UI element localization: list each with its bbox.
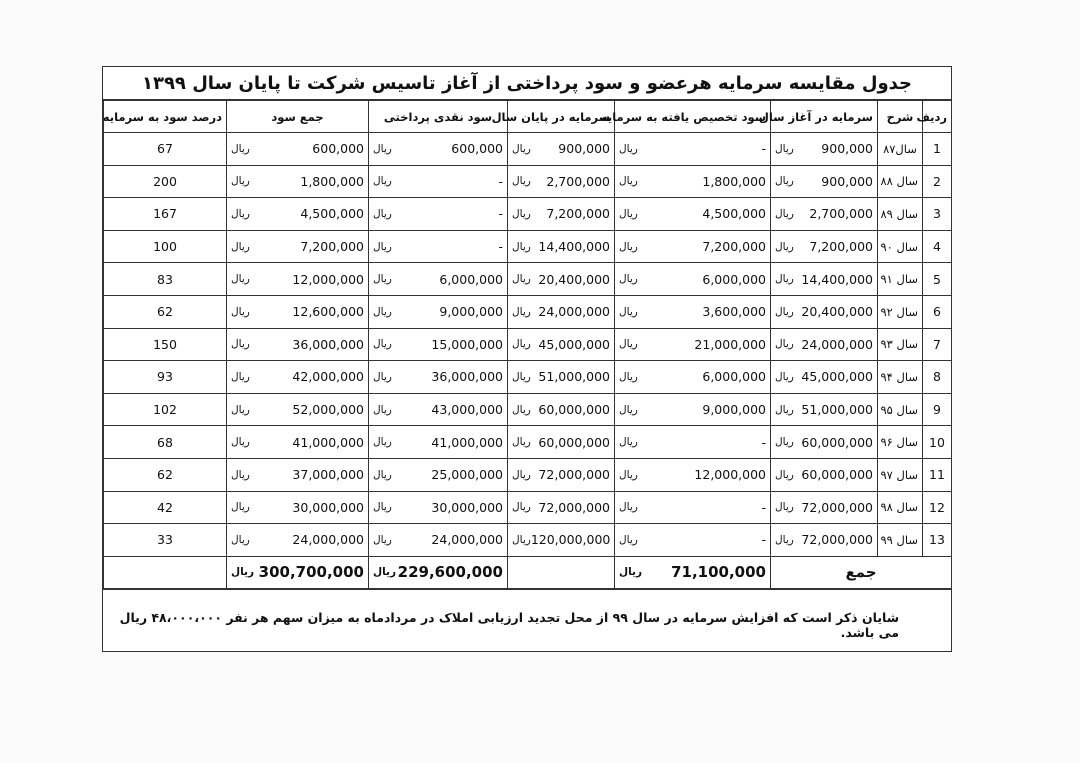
alloc-profit-value-cell xyxy=(615,133,771,166)
row-year: سال ۹۶ xyxy=(878,426,923,459)
unit-label: ریال xyxy=(775,370,794,383)
unit-label: ریال xyxy=(512,207,531,220)
cap-end-value: 60,000,000 xyxy=(538,402,610,418)
unit-label: ریال xyxy=(231,468,250,481)
cap-start-value-cell xyxy=(771,426,878,459)
cap-end-value-cell xyxy=(508,491,615,524)
unit-label: ریال xyxy=(231,142,250,155)
totals-pct-empty xyxy=(104,556,227,588)
cap-start-value: 45,000,000 xyxy=(801,369,873,385)
header-total-profit: جمع سود xyxy=(227,101,369,133)
unit-label: ریال xyxy=(775,175,794,188)
cash-profit-value: 9,000,000 xyxy=(439,304,503,320)
totals-alloc: 71,100,000 xyxy=(671,563,766,582)
cap-end-value: 14,400,000 xyxy=(538,239,610,255)
unit-label: ریال xyxy=(512,468,531,481)
cap-start-value-cell xyxy=(771,458,878,491)
cash-profit-value: - xyxy=(498,206,503,222)
cap-start-value-cell xyxy=(771,524,878,557)
total-profit-value-cell xyxy=(227,165,369,198)
cash-profit-value-cell xyxy=(369,393,508,426)
unit-label: ریال xyxy=(619,273,638,286)
row-index: 2 xyxy=(923,165,952,198)
table-row xyxy=(104,361,952,394)
unit-label: ریال xyxy=(619,436,638,449)
pct-value: 100 xyxy=(104,230,227,263)
unit-label: ریال xyxy=(231,240,250,253)
cash-profit-value: 36,000,000 xyxy=(431,369,503,385)
total-profit-value: 37,000,000 xyxy=(292,467,364,483)
header-idx: ردیف xyxy=(923,101,952,133)
unit-label: ریال xyxy=(619,370,638,383)
unit-label: ریال xyxy=(231,501,250,514)
unit-label: ریال xyxy=(775,501,794,514)
header-cash-profit: سود نقدی پرداختی xyxy=(369,101,508,133)
unit-label: ریال xyxy=(373,468,392,481)
cash-profit-value-cell xyxy=(369,165,508,198)
cash-profit-value-cell xyxy=(369,491,508,524)
unit-label: ریال xyxy=(512,370,531,383)
cap-end-value-cell xyxy=(508,393,615,426)
cap-end-value-cell xyxy=(508,426,615,459)
cap-start-value: 51,000,000 xyxy=(801,402,873,418)
cash-profit-value-cell xyxy=(369,133,508,166)
unit-label: ریال xyxy=(619,338,638,351)
total-profit-value: 600,000 xyxy=(312,141,364,157)
unit-label: ریال xyxy=(373,240,392,253)
row-year: سال ۹۱ xyxy=(878,263,923,296)
unit-label: ریال xyxy=(619,403,638,416)
alloc-profit-value: 6,000,000 xyxy=(702,369,766,385)
cap-end-value-cell xyxy=(508,328,615,361)
unit-label: ریال xyxy=(373,338,392,351)
alloc-profit-value-cell xyxy=(615,393,771,426)
unit-label: ریال xyxy=(775,468,794,481)
cap-start-value-cell xyxy=(771,295,878,328)
alloc-profit-value: 1,800,000 xyxy=(702,173,766,189)
alloc-profit-value-cell xyxy=(615,328,771,361)
cap-end-value: 20,400,000 xyxy=(538,271,610,287)
unit-label: ریال xyxy=(231,533,250,546)
row-index: 6 xyxy=(923,295,952,328)
table-row xyxy=(104,393,952,426)
alloc-profit-value: 7,200,000 xyxy=(702,239,766,255)
row-index: 12 xyxy=(923,491,952,524)
pct-value: 83 xyxy=(104,263,227,296)
row-year: سال ۹۷ xyxy=(878,458,923,491)
cap-end-value-cell xyxy=(508,198,615,231)
cash-profit-value: 600,000 xyxy=(451,141,503,157)
unit-label: ریال xyxy=(512,142,531,155)
table-row xyxy=(104,230,952,263)
cash-profit-value: 15,000,000 xyxy=(431,336,503,352)
comparison-table xyxy=(103,100,952,589)
row-year: سال۸۷ xyxy=(878,133,923,166)
cap-start-value-cell xyxy=(771,328,878,361)
totals-label: جمع xyxy=(771,556,952,588)
alloc-profit-value-cell xyxy=(615,263,771,296)
row-index: 10 xyxy=(923,426,952,459)
cap-start-value: 24,000,000 xyxy=(801,336,873,352)
cap-start-value: 900,000 xyxy=(821,173,873,189)
total-profit-value: 41,000,000 xyxy=(292,434,364,450)
row-index: 11 xyxy=(923,458,952,491)
unit-label: ریال xyxy=(512,305,531,318)
row-index: 4 xyxy=(923,230,952,263)
pct-value: 62 xyxy=(104,458,227,491)
alloc-profit-value-cell xyxy=(615,165,771,198)
row-index: 3 xyxy=(923,198,952,231)
cap-end-value-cell xyxy=(508,458,615,491)
unit-label: ریال xyxy=(619,142,638,155)
alloc-profit-value: 21,000,000 xyxy=(694,336,766,352)
table-row xyxy=(104,198,952,231)
cap-end-value: 2,700,000 xyxy=(546,173,610,189)
pct-value: 67 xyxy=(104,133,227,166)
cap-start-value: 900,000 xyxy=(821,141,873,157)
cap-start-value-cell xyxy=(771,230,878,263)
alloc-profit-value-cell xyxy=(615,426,771,459)
alloc-profit-value-cell xyxy=(615,198,771,231)
row-index: 1 xyxy=(923,133,952,166)
totals-total-cell xyxy=(227,556,369,588)
footnote: شایان ذکر است که افزایش سرمایه در سال ۹۹ از محل تجدید ارزیابی املاک در مردادماه به میزان سهم هر نفر ۴۸،۰۰۰،۰۰۰ ریال می باشد. xyxy=(103,589,951,652)
unit-label: ریال xyxy=(512,338,531,351)
unit-label: ریال xyxy=(231,566,255,579)
unit-label: ریال xyxy=(231,338,250,351)
cap-start-value: 72,000,000 xyxy=(801,499,873,515)
cap-start-value: 60,000,000 xyxy=(801,467,873,483)
cash-profit-value: - xyxy=(498,239,503,255)
table-row xyxy=(104,458,952,491)
cash-profit-value: - xyxy=(498,173,503,189)
unit-label: ریال xyxy=(775,338,794,351)
table-row xyxy=(104,165,952,198)
row-year: سال ۹۵ xyxy=(878,393,923,426)
cap-end-value: 45,000,000 xyxy=(538,336,610,352)
cap-end-value-cell xyxy=(508,165,615,198)
unit-label: ریال xyxy=(775,436,794,449)
unit-label: ریال xyxy=(373,370,392,383)
row-year: سال ۹۸ xyxy=(878,491,923,524)
unit-label: ریال xyxy=(619,566,643,579)
unit-label: ریال xyxy=(512,273,531,286)
cap-start-value-cell xyxy=(771,361,878,394)
unit-label: ریال xyxy=(231,207,250,220)
cap-start-value: 60,000,000 xyxy=(801,434,873,450)
unit-label: ریال xyxy=(619,305,638,318)
cash-profit-value: 43,000,000 xyxy=(431,402,503,418)
unit-label: ریال xyxy=(231,273,250,286)
table-title: جدول مقایسه سرمایه هرعضو و سود پرداختی از آغاز تاسیس شرکت تا پایان سال ۱۳۹۹ xyxy=(103,67,951,100)
cap-start-value: 2,700,000 xyxy=(809,206,873,222)
cap-end-value: 24,000,000 xyxy=(538,304,610,320)
unit-label: ریال xyxy=(512,533,531,546)
row-year: سال ۸۹ xyxy=(878,198,923,231)
cash-profit-value-cell xyxy=(369,198,508,231)
total-profit-value-cell xyxy=(227,393,369,426)
total-profit-value-cell xyxy=(227,295,369,328)
unit-label: ریال xyxy=(512,240,531,253)
unit-label: ریال xyxy=(619,207,638,220)
unit-label: ریال xyxy=(775,403,794,416)
table-row xyxy=(104,491,952,524)
header-row xyxy=(104,101,952,133)
cap-start-value: 20,400,000 xyxy=(801,304,873,320)
total-profit-value-cell xyxy=(227,133,369,166)
total-profit-value-cell xyxy=(227,458,369,491)
totals-cash-cell xyxy=(369,556,508,588)
unit-label: ریال xyxy=(231,305,250,318)
row-year: سال ۹۳ xyxy=(878,328,923,361)
total-profit-value: 4,500,000 xyxy=(300,206,364,222)
alloc-profit-value: - xyxy=(761,532,766,548)
table-row xyxy=(104,328,952,361)
unit-label: ریال xyxy=(373,501,392,514)
unit-label: ریال xyxy=(373,142,392,155)
unit-label: ریال xyxy=(373,403,392,416)
row-year: سال ۹۰ xyxy=(878,230,923,263)
cap-end-value-cell xyxy=(508,524,615,557)
alloc-profit-value-cell xyxy=(615,458,771,491)
cap-end-value-cell xyxy=(508,295,615,328)
pct-value: 42 xyxy=(104,491,227,524)
total-profit-value: 12,600,000 xyxy=(292,304,364,320)
total-profit-value-cell xyxy=(227,426,369,459)
table-row xyxy=(104,295,952,328)
row-index: 9 xyxy=(923,393,952,426)
cap-end-value-cell xyxy=(508,263,615,296)
cap-end-value-cell xyxy=(508,230,615,263)
cash-profit-value-cell xyxy=(369,263,508,296)
pct-value: 150 xyxy=(104,328,227,361)
cash-profit-value-cell xyxy=(369,426,508,459)
row-year: سال ۹۹ xyxy=(878,524,923,557)
total-profit-value-cell xyxy=(227,230,369,263)
cap-start-value-cell xyxy=(771,393,878,426)
alloc-profit-value-cell xyxy=(615,491,771,524)
cap-end-value: 120,000,000 xyxy=(530,532,611,548)
total-profit-value: 12,000,000 xyxy=(292,271,364,287)
cash-profit-value-cell xyxy=(369,230,508,263)
cash-profit-value-cell xyxy=(369,524,508,557)
total-profit-value: 1,800,000 xyxy=(300,173,364,189)
cap-end-value: 72,000,000 xyxy=(538,467,610,483)
total-profit-value-cell xyxy=(227,491,369,524)
alloc-profit-value: 3,600,000 xyxy=(702,304,766,320)
row-year: سال ۸۸ xyxy=(878,165,923,198)
cap-end-value-cell xyxy=(508,133,615,166)
totals-row xyxy=(104,556,952,588)
total-profit-value: 24,000,000 xyxy=(292,532,364,548)
row-index: 5 xyxy=(923,263,952,296)
unit-label: ریال xyxy=(775,240,794,253)
header-cap-end: سرمایه در پایان سال xyxy=(508,101,615,133)
pct-value: 102 xyxy=(104,393,227,426)
row-index: 13 xyxy=(923,524,952,557)
unit-label: ریال xyxy=(512,436,531,449)
unit-label: ریال xyxy=(373,273,392,286)
alloc-profit-value-cell xyxy=(615,295,771,328)
cash-profit-value-cell xyxy=(369,361,508,394)
total-profit-value-cell xyxy=(227,524,369,557)
pct-value: 33 xyxy=(104,524,227,557)
cash-profit-value: 30,000,000 xyxy=(431,499,503,515)
unit-label: ریال xyxy=(512,175,531,188)
totals-cash: 229,600,000 xyxy=(397,563,503,582)
alloc-profit-value-cell xyxy=(615,524,771,557)
pct-value: 93 xyxy=(104,361,227,394)
unit-label: ریال xyxy=(231,436,250,449)
unit-label: ریال xyxy=(373,533,392,546)
cap-start-value: 14,400,000 xyxy=(801,271,873,287)
pct-value: 68 xyxy=(104,426,227,459)
alloc-profit-value: 9,000,000 xyxy=(702,402,766,418)
unit-label: ریال xyxy=(775,305,794,318)
unit-label: ریال xyxy=(619,533,638,546)
cap-start-value-cell xyxy=(771,198,878,231)
unit-label: ریال xyxy=(512,501,531,514)
document-page xyxy=(102,66,952,652)
pct-value: 62 xyxy=(104,295,227,328)
totals-empty-cell xyxy=(508,556,615,588)
total-profit-value: 30,000,000 xyxy=(292,499,364,515)
alloc-profit-value-cell xyxy=(615,361,771,394)
cash-profit-value-cell xyxy=(369,458,508,491)
cap-end-value: 72,000,000 xyxy=(538,499,610,515)
table-row xyxy=(104,263,952,296)
header-alloc-profit: سود تخصیص یافته به سرمایه xyxy=(615,101,771,133)
cap-start-value-cell xyxy=(771,491,878,524)
unit-label: ریال xyxy=(775,207,794,220)
total-profit-value-cell xyxy=(227,198,369,231)
alloc-profit-value-cell xyxy=(615,230,771,263)
totals-total: 300,700,000 xyxy=(258,563,364,582)
unit-label: ریال xyxy=(619,468,638,481)
unit-label: ریال xyxy=(619,501,638,514)
unit-label: ریال xyxy=(775,533,794,546)
total-profit-value: 42,000,000 xyxy=(292,369,364,385)
unit-label: ریال xyxy=(373,207,392,220)
row-year: سال ۹۴ xyxy=(878,361,923,394)
cash-profit-value-cell xyxy=(369,328,508,361)
alloc-profit-value: - xyxy=(761,434,766,450)
totals-alloc-cell xyxy=(615,556,771,588)
cap-end-value: 51,000,000 xyxy=(538,369,610,385)
cap-start-value: 72,000,000 xyxy=(801,532,873,548)
unit-label: ریال xyxy=(231,370,250,383)
row-year: سال ۹۲ xyxy=(878,295,923,328)
cash-profit-value: 6,000,000 xyxy=(439,271,503,287)
unit-label: ریال xyxy=(775,142,794,155)
alloc-profit-value: 6,000,000 xyxy=(702,271,766,287)
unit-label: ریال xyxy=(231,403,250,416)
cap-end-value-cell xyxy=(508,361,615,394)
pct-value: 167 xyxy=(104,198,227,231)
unit-label: ریال xyxy=(775,273,794,286)
cash-profit-value: 41,000,000 xyxy=(431,434,503,450)
unit-label: ریال xyxy=(231,175,250,188)
row-index: 8 xyxy=(923,361,952,394)
alloc-profit-value: 12,000,000 xyxy=(694,467,766,483)
table-row xyxy=(104,524,952,557)
total-profit-value-cell xyxy=(227,328,369,361)
header-cap-start: سرمایه در آغاز سال xyxy=(771,101,878,133)
cash-profit-value: 24,000,000 xyxy=(431,532,503,548)
table-row xyxy=(104,133,952,166)
total-profit-value-cell xyxy=(227,361,369,394)
cap-start-value-cell xyxy=(771,165,878,198)
table-row xyxy=(104,426,952,459)
cash-profit-value-cell xyxy=(369,295,508,328)
pct-value: 200 xyxy=(104,165,227,198)
unit-label: ریال xyxy=(373,175,392,188)
cap-end-value: 7,200,000 xyxy=(546,206,610,222)
unit-label: ریال xyxy=(512,403,531,416)
total-profit-value: 36,000,000 xyxy=(292,336,364,352)
unit-label: ریال xyxy=(373,436,392,449)
unit-label: ریال xyxy=(373,566,397,579)
cap-end-value: 60,000,000 xyxy=(538,434,610,450)
cap-start-value-cell xyxy=(771,133,878,166)
unit-label: ریال xyxy=(373,305,392,318)
header-desc: شرح xyxy=(878,101,923,133)
alloc-profit-value: - xyxy=(761,141,766,157)
cap-end-value: 900,000 xyxy=(558,141,610,157)
unit-label: ریال xyxy=(619,240,638,253)
cash-profit-value: 25,000,000 xyxy=(431,467,503,483)
cap-start-value-cell xyxy=(771,263,878,296)
header-pct: درصد سود به سرمایه xyxy=(104,101,227,133)
total-profit-value: 52,000,000 xyxy=(292,402,364,418)
row-index: 7 xyxy=(923,328,952,361)
cap-start-value: 7,200,000 xyxy=(809,239,873,255)
alloc-profit-value: - xyxy=(761,499,766,515)
alloc-profit-value: 4,500,000 xyxy=(702,206,766,222)
unit-label: ریال xyxy=(619,175,638,188)
total-profit-value-cell xyxy=(227,263,369,296)
total-profit-value: 7,200,000 xyxy=(300,239,364,255)
